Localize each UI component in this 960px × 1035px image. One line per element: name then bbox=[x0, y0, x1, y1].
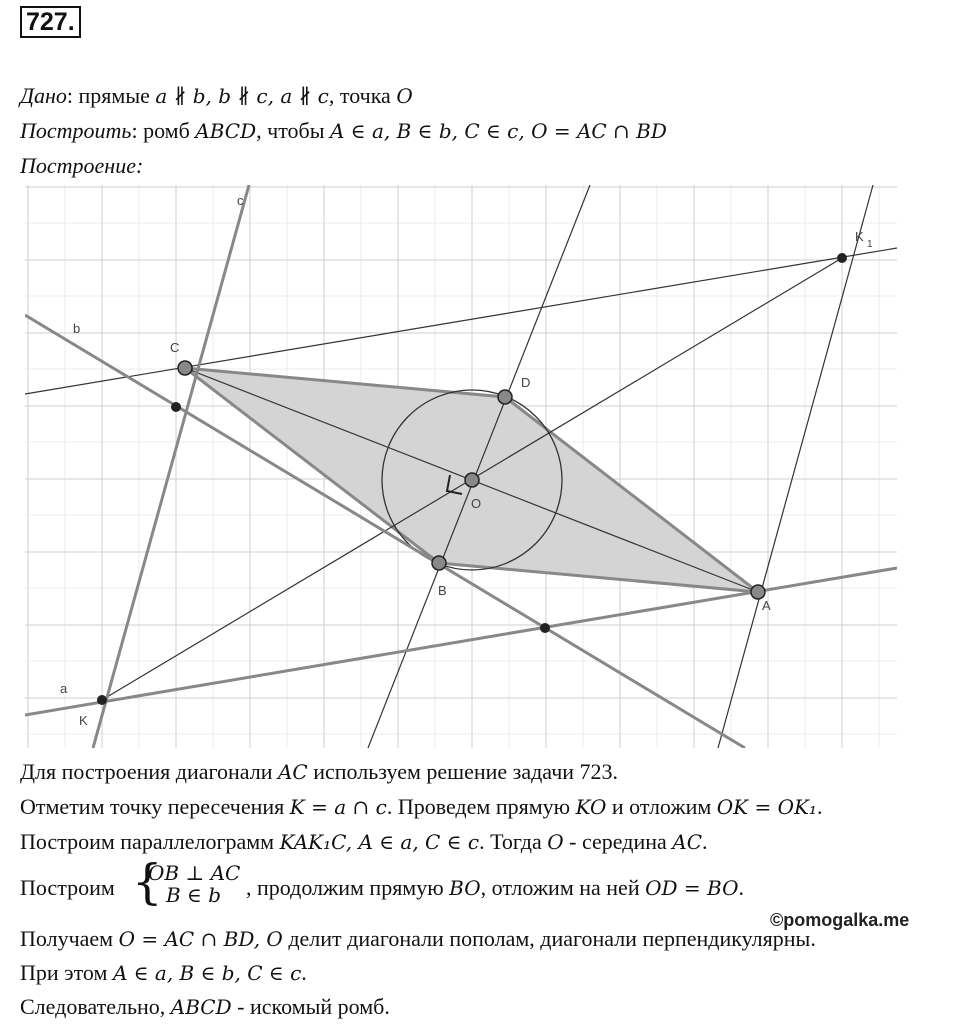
point-a bbox=[751, 585, 765, 599]
step-4-system-line-1: OB ⊥ AC bbox=[148, 861, 241, 885]
point-b bbox=[432, 556, 446, 570]
watermark: ©pomogalka.me bbox=[770, 910, 910, 930]
problem-number: 727. bbox=[20, 6, 81, 38]
label-b-line: b bbox=[73, 321, 81, 336]
step-2-math3: OK = OK₁ bbox=[716, 795, 817, 819]
point-d bbox=[498, 390, 512, 404]
step-4-tail2: , отложим на ней bbox=[480, 875, 646, 900]
line-a-k1 bbox=[718, 185, 873, 748]
construct-text: : ромб bbox=[131, 118, 196, 143]
given-math: a ∦ b, b ∦ c, a ∦ c bbox=[155, 84, 329, 108]
label-point-b: B bbox=[438, 583, 447, 598]
label-point-o: O bbox=[471, 496, 482, 511]
step-2-math: K = a ∩ c bbox=[289, 795, 387, 819]
step-1-math: AC bbox=[277, 760, 308, 784]
label-point-k1-sub: 1 bbox=[867, 239, 873, 250]
step-5-tail: делит диагонали пополам, диагонали перпендикулярны. bbox=[282, 926, 816, 951]
step-4-math: BO bbox=[449, 876, 481, 900]
construct-text2: , чтобы bbox=[256, 118, 330, 143]
label-point-a: A bbox=[762, 598, 771, 613]
system-brace: { bbox=[132, 854, 163, 910]
step-7-tail: - искомый ромб. bbox=[231, 994, 390, 1019]
step-5-math: O = AC ∩ BD, O bbox=[118, 927, 283, 951]
step-1 bbox=[20, 758, 618, 786]
point-k bbox=[97, 695, 107, 705]
step-2-text: Отметим точку пересечения bbox=[20, 794, 290, 819]
step-6-math: A ∈ a, B ∈ b, C ∈ c bbox=[112, 961, 302, 985]
step-1-tail: используем решение задачи 723. bbox=[307, 759, 619, 784]
line-c bbox=[93, 185, 249, 748]
step-7-text: Следовательно, bbox=[20, 994, 171, 1019]
step-3-math: KAK₁C, A ∈ a, C ∈ c bbox=[279, 830, 480, 854]
step-2-mid: . Проведем прямую bbox=[386, 794, 576, 819]
step-3-text: Построим параллелограмм bbox=[20, 829, 280, 854]
point-aux-c bbox=[171, 402, 181, 412]
construction-label-line bbox=[20, 152, 143, 180]
construct-math2: A ∈ a, B ∈ b, C ∈ c, O = AC ∩ BD bbox=[330, 119, 667, 143]
point-c bbox=[178, 361, 192, 375]
step-2-math2: KO bbox=[575, 795, 607, 819]
point-k1 bbox=[837, 253, 847, 263]
construction-figure bbox=[25, 185, 897, 748]
step-1-text: Для построения диагонали bbox=[20, 759, 278, 784]
line-a bbox=[25, 568, 897, 715]
step-4-system bbox=[148, 862, 240, 906]
step-3: Построим параллелограмм KAK₁C, A ∈ a, C ∈ c. Тогда O - середина AC. bbox=[20, 829, 708, 854]
label-point-k: K bbox=[79, 713, 88, 728]
step-6: При этом A ∈ a, B ∈ b, C ∈ c. bbox=[20, 960, 307, 985]
step-3-math3: AC bbox=[672, 830, 703, 854]
construction-label: Построение: bbox=[20, 153, 144, 178]
construct-label: Построить bbox=[20, 118, 132, 143]
step-3-tail: - середина bbox=[563, 829, 673, 854]
line-c-k1 bbox=[25, 248, 897, 394]
given-text: : прямые bbox=[66, 83, 156, 108]
step-2-tail: и отложим bbox=[606, 794, 717, 819]
step-5-text: Получаем bbox=[20, 926, 119, 951]
step-4-rest: , продолжим прямую BO, отложим на ней OD = BO. bbox=[246, 875, 744, 900]
step-5 bbox=[20, 925, 816, 953]
given-line bbox=[20, 82, 413, 110]
step-6-text: При этом bbox=[20, 960, 113, 985]
step-4-text: Построим bbox=[20, 875, 115, 900]
point-aux-a bbox=[540, 623, 550, 633]
step-3-math2: O bbox=[547, 830, 564, 854]
step-4-tail: , продолжим прямую bbox=[246, 875, 450, 900]
step-4-system-line-2: B ∈ b bbox=[166, 883, 222, 907]
given-point: O bbox=[396, 84, 413, 108]
step-3-mid: . Тогда bbox=[479, 829, 548, 854]
point-o bbox=[465, 473, 479, 487]
step-4-text-line bbox=[20, 874, 115, 902]
step-2: Отметим точку пересечения K = a ∩ c. Проведем прямую KO и отложим OK = OK₁. bbox=[20, 794, 823, 819]
step-4-math2: OD = BO bbox=[645, 876, 739, 900]
label-point-d: D bbox=[521, 375, 531, 390]
construct-line bbox=[20, 117, 667, 145]
step-7-math: ABCD bbox=[170, 995, 232, 1019]
label-point-c: C bbox=[170, 340, 180, 355]
given-tail: , точка bbox=[328, 83, 397, 108]
label-point-k1: K bbox=[855, 229, 864, 244]
construct-math1: ABCD bbox=[195, 119, 257, 143]
given-label: Дано bbox=[20, 83, 67, 108]
label-a-line: a bbox=[60, 681, 68, 696]
label-c-line: c bbox=[237, 193, 244, 208]
step-7 bbox=[20, 993, 390, 1021]
